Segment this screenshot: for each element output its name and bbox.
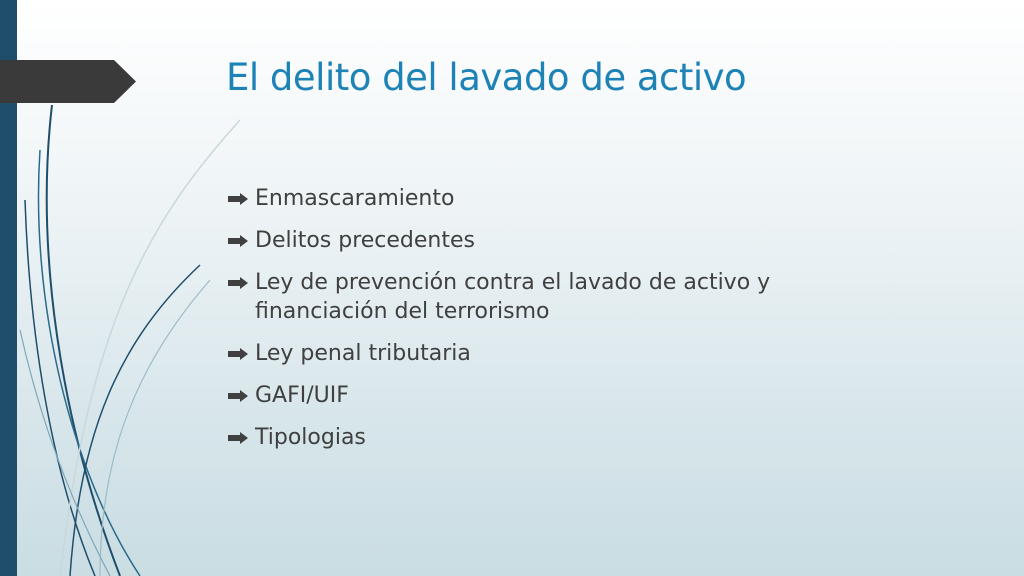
arrow-right-icon bbox=[228, 235, 248, 247]
bullet-item bbox=[228, 226, 868, 255]
bullet-item bbox=[228, 339, 868, 368]
slide-title: El delito del lavado de activo bbox=[226, 56, 747, 99]
bullet-item bbox=[228, 423, 868, 452]
bullet-text: Ley penal tributaria bbox=[255, 341, 471, 366]
arrow-right-icon bbox=[228, 193, 248, 205]
arrow-right-icon bbox=[228, 348, 248, 360]
bullet-text: Ley de prevención contra el lavado de activo y financiación del terrorismo bbox=[255, 270, 771, 324]
arrow-right-icon bbox=[228, 432, 248, 444]
bullet-text: Tipologias bbox=[255, 425, 366, 450]
bullet-text: GAFI/UIF bbox=[255, 383, 349, 408]
bullet-item bbox=[228, 381, 868, 410]
bullet-text: Enmascaramiento bbox=[255, 186, 455, 211]
arrow-right-icon bbox=[228, 277, 248, 289]
bullet-list bbox=[228, 184, 868, 465]
bullet-text: Delitos precedentes bbox=[255, 228, 475, 253]
bullet-item bbox=[228, 184, 868, 213]
bullet-item bbox=[228, 268, 868, 326]
title-arrow-shape bbox=[0, 60, 136, 103]
arrow-right-icon bbox=[228, 390, 248, 402]
